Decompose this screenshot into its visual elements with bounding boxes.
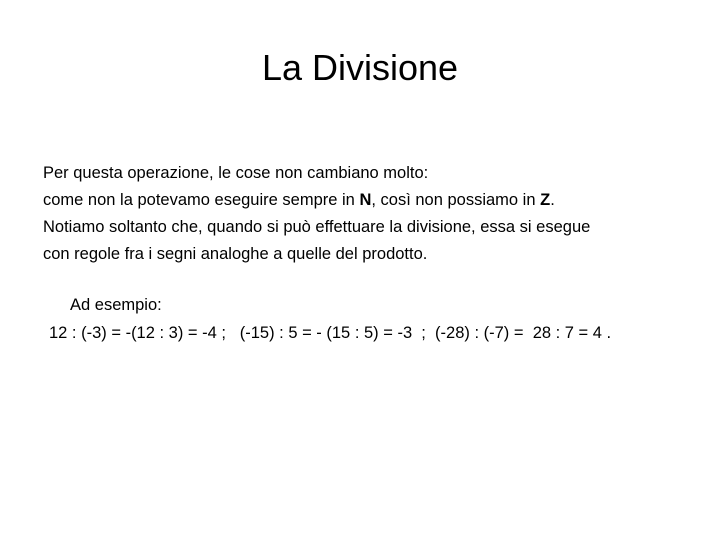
integers-symbol: Z (540, 191, 551, 209)
natural-numbers-symbol: N (359, 191, 372, 209)
paragraph-line-3: Notiamo soltanto che, quando si può effettuare la divisione, essa si esegue (43, 218, 591, 236)
paragraph-line-1: Per questa operazione, le cose non cambiano molto: (43, 164, 429, 182)
slide-title: La Divisione (261, 47, 459, 88)
explanation-paragraph (43, 160, 693, 268)
paragraph-line-2-middle: , così non possiamo in (371, 191, 541, 209)
paragraph-line-2-start: come non la potevamo eseguire sempre in (43, 191, 360, 209)
example-expression: 12 : (-3) = -(12 : 3) = -4 ; (-15) : 5 = - (15 : 5) = -3 ; (-28) : (-7) = 28 : 7 = 4 . (49, 324, 612, 342)
paragraph-line-2-end: . (550, 191, 555, 209)
paragraph-line-2 (43, 187, 693, 214)
paragraph-line-4: con regole fra i segni analoghe a quelle del prodotto. (43, 245, 428, 263)
example-label: Ad esempio: (70, 296, 162, 314)
